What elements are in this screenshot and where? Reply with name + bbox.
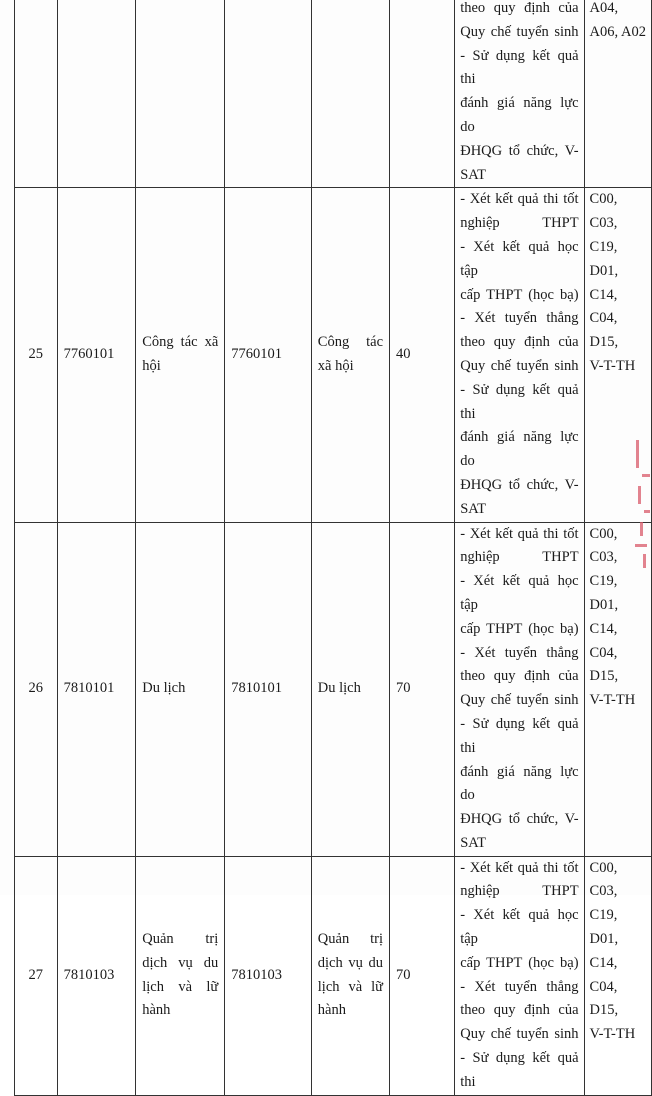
major-code-cell: 7810103 xyxy=(57,856,136,1095)
table-row xyxy=(15,856,652,1095)
combination-item: C00, xyxy=(589,859,618,876)
admission-methods-cell xyxy=(455,522,584,856)
method-line: Quy chế tuyển sinh xyxy=(460,1026,579,1043)
combination-item: C04, xyxy=(589,644,618,661)
combination-item: C19, xyxy=(589,907,618,924)
subject-combinations-cell xyxy=(584,0,651,188)
method-line: Quy chế tuyển sinh xyxy=(460,23,579,40)
subject-combinations-cell xyxy=(584,856,651,1095)
method-line: nghiệp THPT xyxy=(460,883,579,900)
program-code-cell: 7810103 xyxy=(225,856,312,1095)
combination-item: C14, xyxy=(589,954,618,971)
combination-item: A04, xyxy=(589,0,619,16)
admission-methods-cell xyxy=(455,856,584,1095)
method-line: nghiệp THPT xyxy=(460,215,579,232)
table-row xyxy=(15,522,652,856)
admission-table xyxy=(14,0,652,1096)
red-stamp-mark xyxy=(628,440,652,570)
major-name-cell xyxy=(136,0,225,188)
method-line: - Xét kết quả thi tốt xyxy=(460,191,579,208)
method-line: SAT xyxy=(460,834,487,851)
stt-cell xyxy=(15,0,58,188)
combination-item: C19, xyxy=(589,238,618,255)
major-name-cell: Du lịch xyxy=(136,522,225,856)
stt-cell: 25 xyxy=(15,188,58,522)
method-line: - Xét kết quả thi tốt xyxy=(460,859,579,876)
method-line: đánh giá năng lực do xyxy=(460,763,579,804)
method-line: Quy chế tuyển sinh xyxy=(460,692,579,709)
program-name-cell: Quản trị dịch vụ du lịch và lữ hành xyxy=(311,856,389,1095)
method-line: theo quy định của xyxy=(460,0,579,16)
stt-cell: 27 xyxy=(15,856,58,1095)
method-line: - Sử dụng kết quả thi xyxy=(460,381,579,422)
combination-item: C03, xyxy=(589,883,618,900)
method-line: theo quy định của xyxy=(460,1002,579,1019)
method-line: - Xét kết quả học tập xyxy=(460,907,579,948)
major-name-cell: Công tác xã hội xyxy=(136,188,225,522)
method-line: cấp THPT (học bạ) xyxy=(460,286,579,303)
method-line: - Xét kết quả học tập xyxy=(460,573,579,613)
stt-cell: 26 xyxy=(15,522,58,856)
combination-item: C03, xyxy=(589,215,618,232)
method-line: - Sử dụng kết quả thi xyxy=(460,1050,579,1090)
method-line: SAT xyxy=(460,500,487,517)
program-code-cell: 7760101 xyxy=(225,188,312,522)
major-code-cell: 7810101 xyxy=(57,522,136,856)
method-line: cấp THPT (học bạ) xyxy=(460,620,579,637)
combination-item: D15, xyxy=(589,334,619,351)
method-line: Quy chế tuyển sinh xyxy=(460,357,579,374)
quota-cell xyxy=(390,0,455,188)
method-line: theo quy định của xyxy=(460,334,579,351)
method-line: đánh giá năng lực do xyxy=(460,95,579,135)
combination-item: D01, xyxy=(589,596,619,613)
combination-item: C14, xyxy=(589,286,618,303)
program-name-cell: Công tác xã hội xyxy=(311,188,389,522)
subject-combinations-cell xyxy=(584,522,651,856)
major-code-cell: 7760101 xyxy=(57,188,136,522)
quota-cell: 70 xyxy=(390,522,455,856)
program-name-cell: Du lịch xyxy=(311,522,389,856)
combination-item: V-T-TH xyxy=(589,692,636,709)
combination-item: C19, xyxy=(589,573,618,590)
method-line: đánh giá năng lực do xyxy=(460,429,579,470)
method-line: ĐHQG tổ chức, V- xyxy=(460,476,579,493)
quota-cell: 40 xyxy=(390,188,455,522)
admission-methods-cell xyxy=(455,188,584,522)
program-code-cell: 7810101 xyxy=(225,522,312,856)
program-name-cell xyxy=(311,0,389,188)
program-code-cell xyxy=(225,0,312,188)
method-line: - Sử dụng kết quả thi xyxy=(460,715,579,756)
method-line: - Xét tuyển thẳng xyxy=(460,310,579,327)
quota-cell: 70 xyxy=(390,856,455,1095)
combination-item: D15, xyxy=(589,1002,619,1019)
method-line: nghiệp THPT xyxy=(460,549,579,566)
method-line: SAT xyxy=(460,166,487,183)
method-line: - Xét kết quả thi tốt xyxy=(460,525,579,542)
method-line: theo quy định của xyxy=(460,668,579,685)
method-line: - Xét tuyển thẳng xyxy=(460,644,579,661)
combination-item: C00, xyxy=(589,525,618,542)
combination-item: D01, xyxy=(589,262,619,279)
method-line: - Xét kết quả học tập xyxy=(460,238,579,279)
combination-item: D15, xyxy=(589,668,619,685)
major-code-cell xyxy=(57,0,136,188)
table-row xyxy=(15,188,652,522)
admission-methods-cell xyxy=(455,0,584,188)
method-line: ĐHQG tổ chức, V- xyxy=(460,811,579,828)
table-row xyxy=(15,0,652,188)
major-name-cell: Quản trị dịch vụ du lịch và lữ hành xyxy=(136,856,225,1095)
combination-item: C04, xyxy=(589,310,618,327)
combination-item: A06, A02 xyxy=(589,23,646,40)
combination-item: V-T-TH xyxy=(589,1026,636,1043)
combination-item: C03, xyxy=(589,549,618,566)
method-line: ĐHQG tổ chức, V- xyxy=(460,142,579,159)
combination-item: C14, xyxy=(589,620,618,637)
combination-item: V-T-TH xyxy=(589,357,636,374)
method-line: cấp THPT (học bạ) xyxy=(460,954,579,971)
method-line: - Xét tuyển thẳng xyxy=(460,978,579,995)
combination-item: C04, xyxy=(589,978,618,995)
combination-item: C00, xyxy=(589,191,618,208)
method-line: - Sử dụng kết quả thi xyxy=(460,47,579,88)
combination-item: D01, xyxy=(589,931,619,948)
